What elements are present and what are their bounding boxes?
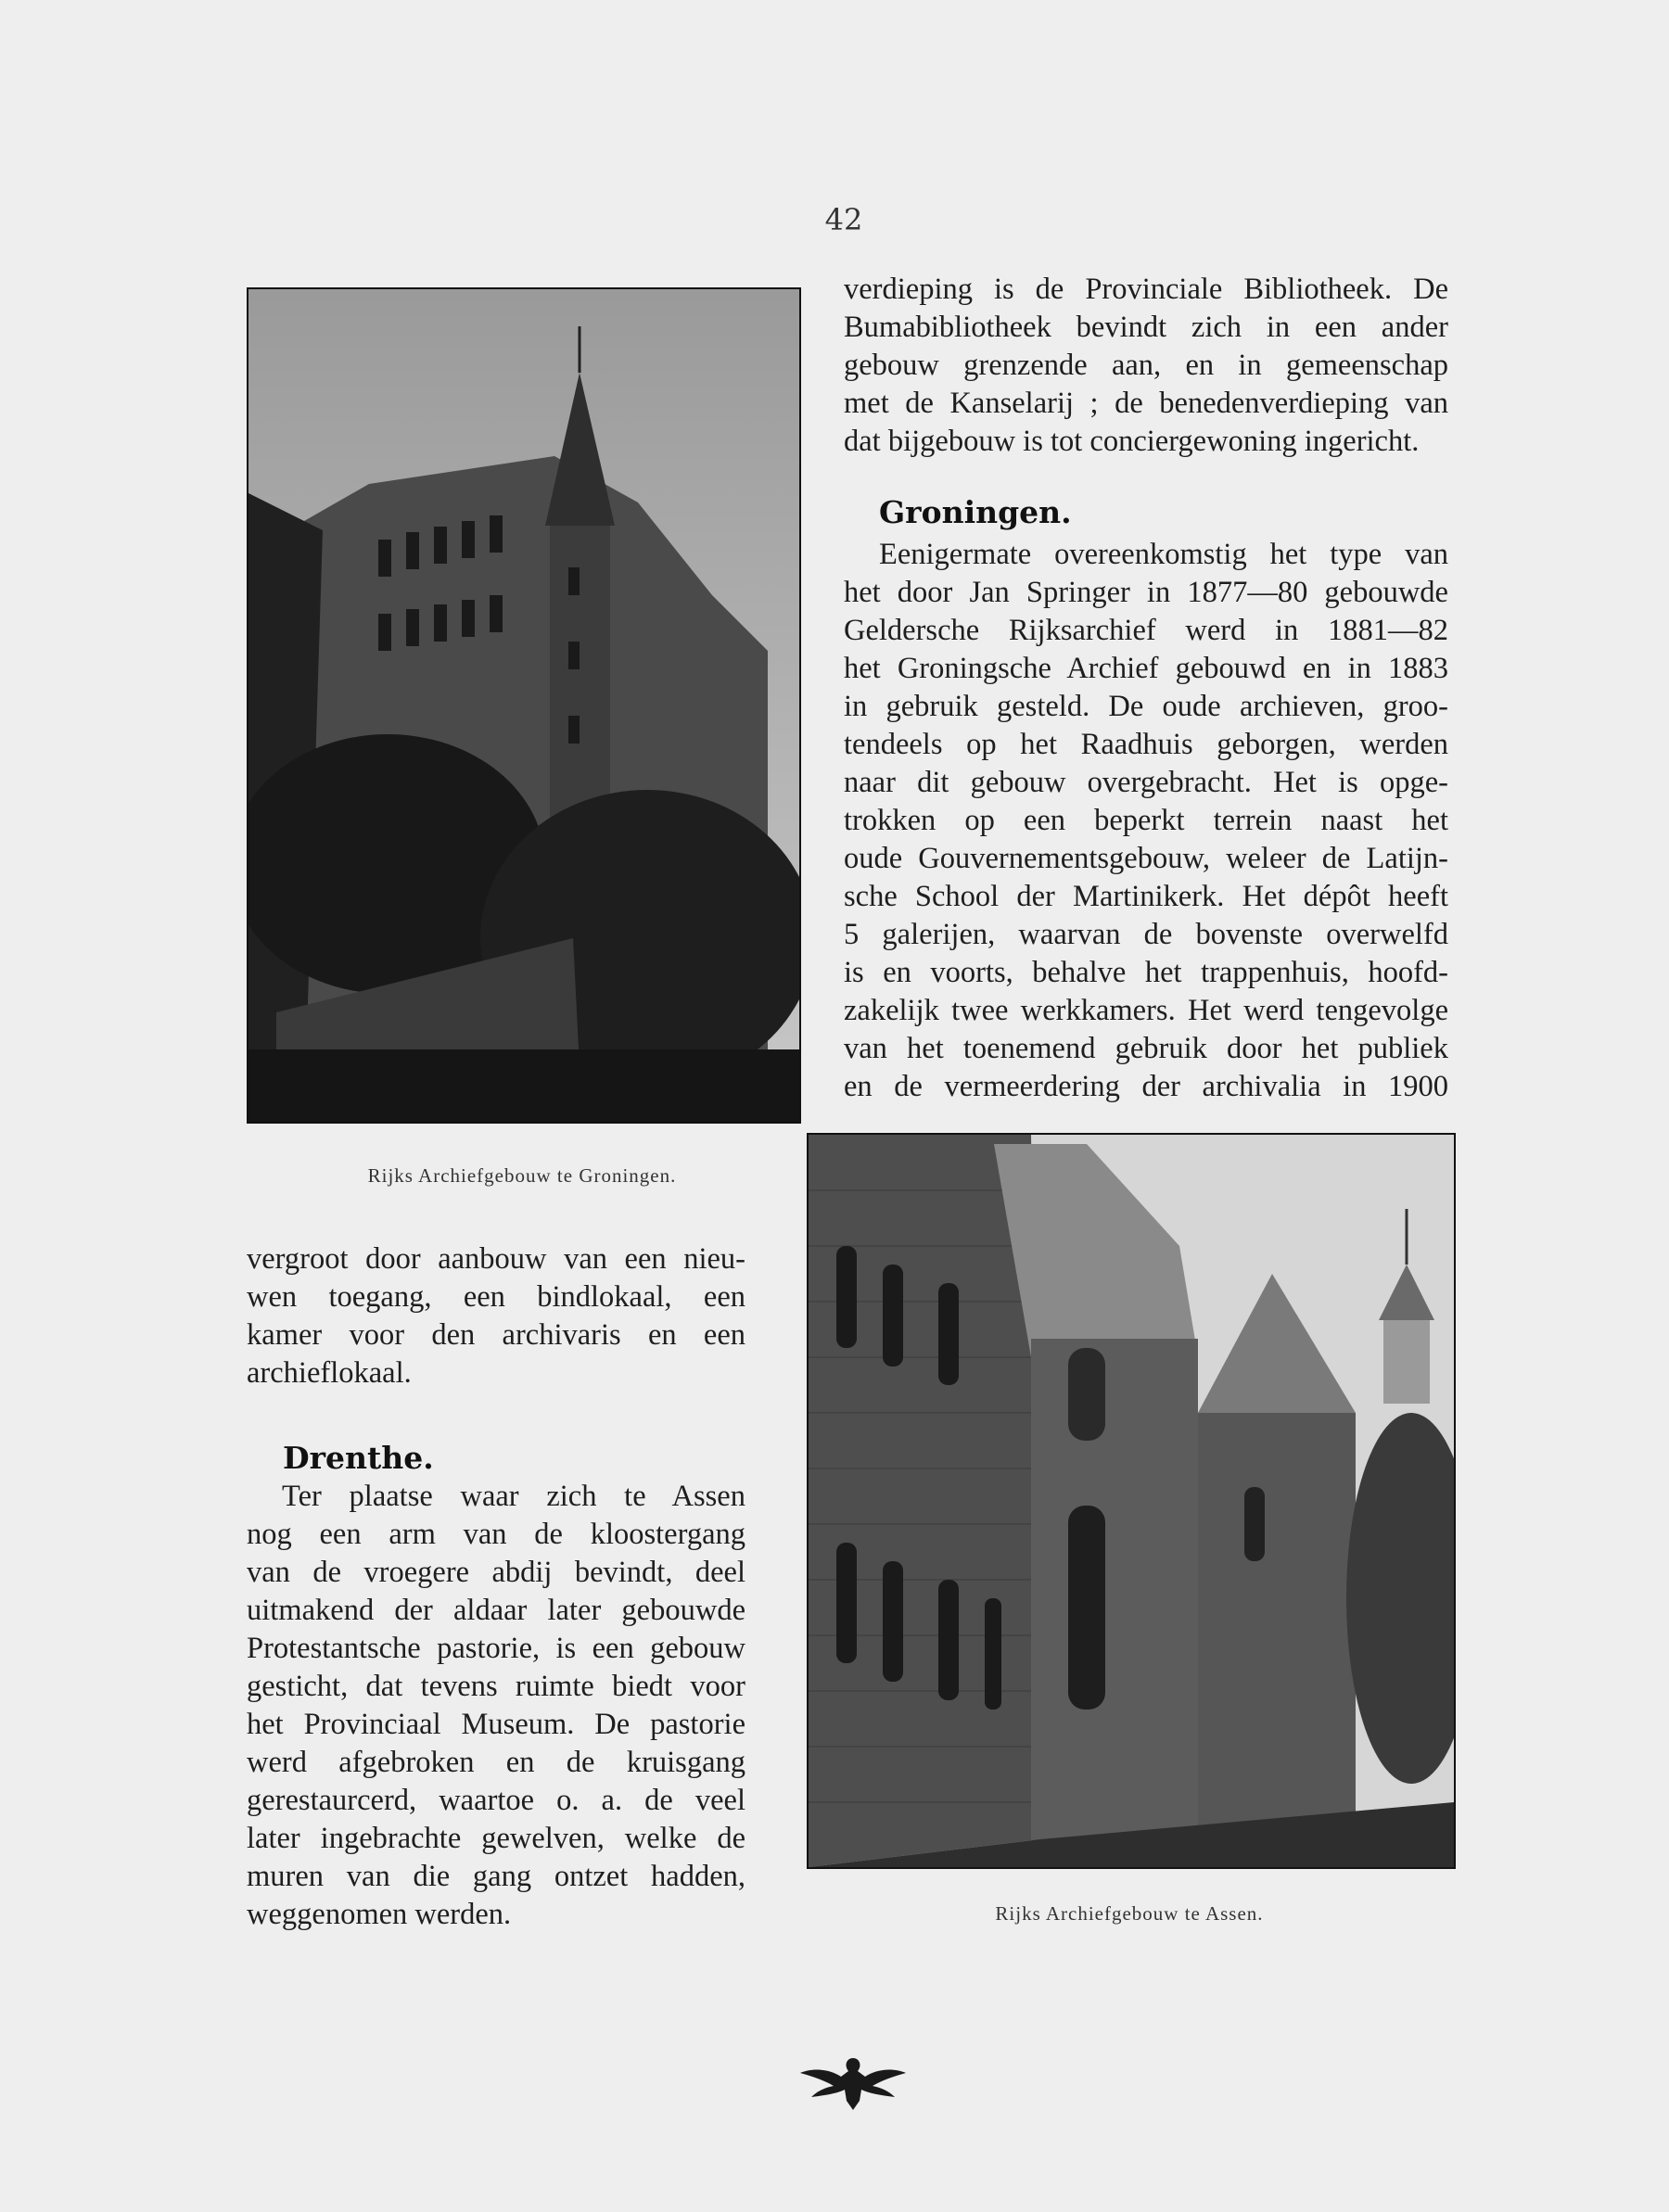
groningen-paragraph <box>844 536 1448 1106</box>
text-line: gesticht, dat tevens ruimte biedt voor <box>247 1670 745 1703</box>
text-line: van het toenemend gebruik door het publiek <box>844 1032 1448 1065</box>
text-line: en de vermeerdering der archivalia in 1900 <box>844 1070 1448 1103</box>
text-line: Geldersche Rijksarchief werd in 1881—82 <box>844 614 1448 647</box>
text-line: wen toegang, een bindlokaal, een <box>247 1280 745 1314</box>
text-line: zakelijk twee werkkamers. Het werd tengevolge <box>844 994 1448 1027</box>
text-line: werd afgebroken en de kruisgang <box>247 1746 745 1779</box>
left-column-continuation <box>247 1240 745 1392</box>
text-line: verdieping is de Provinciale Bibliotheek. De <box>844 273 1448 306</box>
text-line: van de vroegere abdij bevindt, deel <box>247 1556 745 1589</box>
groningen-photo-caption: Rijks Archiefgebouw te Groningen. <box>367 1164 677 1187</box>
text-line: muren van die gang ontzet hadden, <box>247 1860 745 1893</box>
text-line: 5 galerijen, waarvan de bovenste overwelfd <box>844 918 1448 951</box>
text-line: uitmakend der aldaar later gebouwde <box>247 1594 745 1627</box>
text-line: Protestantsche pastorie, is een gebouw <box>247 1632 745 1665</box>
text-line: kamer voor den archivaris en een <box>247 1318 745 1352</box>
text-line: later ingebrachte gewelven, welke de <box>247 1822 745 1855</box>
text-line: trokken op een beperkt terrein naast het <box>844 804 1448 837</box>
text-line: nog een arm van de kloostergang <box>247 1518 745 1551</box>
text-line: weggenomen werden. <box>247 1898 512 1931</box>
text-line: het door Jan Springer in 1877—80 gebouwde <box>844 576 1448 609</box>
text-line: tendeels op het Raadhuis geborgen, werden <box>844 728 1448 761</box>
text-line: naar dit gebouw overgebracht. Het is opge- <box>844 766 1448 799</box>
text-line: Ter plaatse waar zich te Assen <box>282 1480 745 1513</box>
text-line: dat bijgebouw is tot conciergewoning ingericht. <box>844 425 1420 458</box>
assen-photo-caption: Rijks Archiefgebouw te Assen. <box>995 1902 1264 1925</box>
text-line: Eenigermate overeenkomstig het type van <box>879 538 1448 571</box>
assen-photo <box>807 1133 1456 1869</box>
groningen-photo <box>247 287 801 1124</box>
text-line: oude Gouvernementsgebouw, weleer de Latijn- <box>844 842 1448 875</box>
right-column-top-text <box>844 271 1448 461</box>
text-line: is en voorts, behalve het trappenhuis, hoofd- <box>844 956 1448 989</box>
text-line: sche School der Martinikerk. Het dépôt heeft <box>844 880 1448 913</box>
text-line: het Provinciaal Museum. De pastorie <box>247 1708 745 1741</box>
eagle-ornament-icon <box>793 2049 913 2114</box>
text-line: in gebruik gesteld. De oude archieven, groo- <box>844 690 1448 723</box>
text-line: gebouw grenzende aan, en in gemeenschap <box>844 349 1448 382</box>
drenthe-heading: Drenthe. <box>283 1440 434 1476</box>
text-line: gerestaurcerd, waartoe o. a. de veel <box>247 1784 745 1817</box>
text-line: Bumabibliotheek bevindt zich in een ander <box>844 311 1448 344</box>
text-line: vergroot door aanbouw van een nieu- <box>247 1242 745 1276</box>
text-line: het Groningsche Archief gebouwd en in 1883 <box>844 652 1448 685</box>
text-line: archieflokaal. <box>247 1356 412 1390</box>
drenthe-paragraph <box>247 1478 745 1934</box>
page-number: 42 <box>824 202 863 237</box>
text-line: met de Kanselarij ; de benedenverdieping van <box>844 387 1448 420</box>
groningen-heading: Groningen. <box>879 494 1072 530</box>
